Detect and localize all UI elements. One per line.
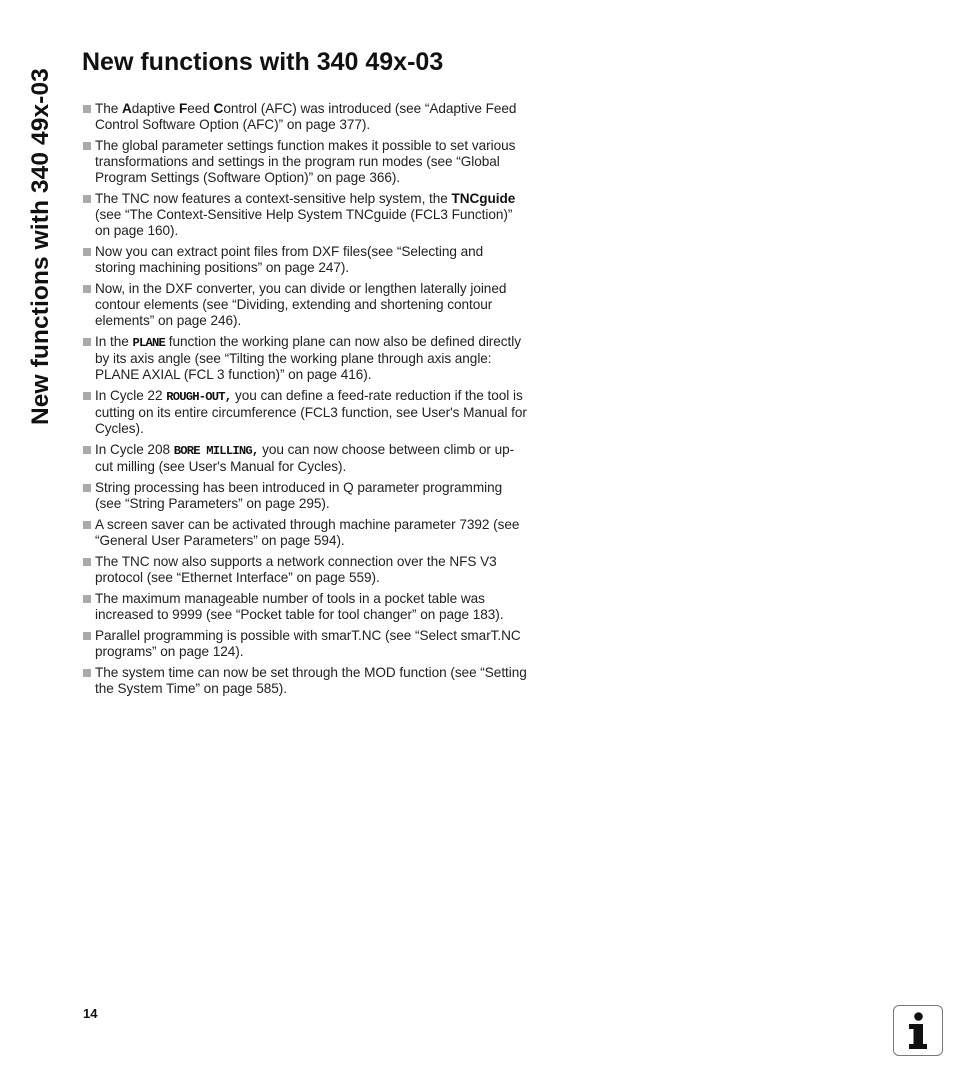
info-glyph-icon xyxy=(894,1006,942,1055)
code-term: BORE MILLING, xyxy=(173,444,259,458)
list-item xyxy=(82,101,527,133)
square-bullet-icon xyxy=(83,392,91,400)
square-bullet-icon xyxy=(83,521,91,529)
item-text: A screen saver can be activated through machine parameter 7392 (see “General User Parameters” on page 594). xyxy=(95,517,520,548)
info-icon xyxy=(893,1005,943,1056)
item-text: In Cycle 208 xyxy=(95,442,174,457)
list-item xyxy=(82,442,527,475)
list-item xyxy=(82,480,527,512)
list-item xyxy=(82,191,527,239)
square-bullet-icon xyxy=(83,595,91,603)
item-text: The global parameter settings function makes it possible to set various transformations and settings in the program run modes (see “Global Program Settings (Software Option)” on page 366). xyxy=(95,138,516,185)
bold-text: F xyxy=(179,101,188,116)
item-text: The xyxy=(95,101,123,116)
item-text: daptive xyxy=(131,101,180,116)
list-item xyxy=(82,281,527,329)
item-text: Now you can extract point files from DXF files(see “Selecting and storing machining positions” on page 247). xyxy=(95,244,484,275)
bold-text: C xyxy=(213,101,224,116)
item-text: ontrol (AFC) was introduced (see “Adaptive Feed Control Software Option (AFC)” on page 377). xyxy=(95,101,517,132)
list-item xyxy=(82,138,527,186)
item-text: (see “The Context-Sensitive Help System TNCguide (FCL3 Function)” on page 160). xyxy=(95,207,513,238)
square-bullet-icon xyxy=(83,195,91,203)
square-bullet-icon xyxy=(83,446,91,454)
item-text: eed xyxy=(187,101,214,116)
item-text: Parallel programming is possible with smarT.NC (see “Select smarT.NC programs” on page 124). xyxy=(95,628,521,659)
bold-text: A xyxy=(122,101,132,116)
list-item xyxy=(82,388,527,437)
item-text: you can now choose between climb or up-cut milling (see User's Manual for Cycles). xyxy=(95,442,515,474)
square-bullet-icon xyxy=(83,338,91,346)
bold-text: TNCguide xyxy=(451,191,516,206)
list-item xyxy=(82,591,527,623)
item-text: The system time can now be set through the MOD function (see “Setting the System Time” on page 585). xyxy=(95,665,527,696)
list-item xyxy=(82,628,527,660)
item-text: The maximum manageable number of tools in a pocket table was increased to 9999 (see “Pocket table for tool changer” on page 183). xyxy=(95,591,504,622)
list-item xyxy=(82,665,527,697)
list-item xyxy=(82,244,527,276)
item-text: Now, in the DXF converter, you can divide or lengthen laterally joined contour elements (see “Dividing, extending and shortening contour elements” on page 246). xyxy=(95,281,507,328)
square-bullet-icon xyxy=(83,105,91,113)
item-text: The TNC now features a context-sensitive help system, the xyxy=(95,191,452,206)
code-term: PLANE xyxy=(132,336,166,350)
item-text: function the working plane can now also be defined directly by its axis angle (see “Tilting the working plane through axis angle: PLANE AXIAL (FCL 3 function)” on page 416). xyxy=(95,334,521,382)
list-item xyxy=(82,517,527,549)
item-text: In the xyxy=(95,334,133,349)
square-bullet-icon xyxy=(83,558,91,566)
item-text: In Cycle 22 xyxy=(95,388,167,403)
square-bullet-icon xyxy=(83,484,91,492)
square-bullet-icon xyxy=(83,285,91,293)
square-bullet-icon xyxy=(83,142,91,150)
page-number: 14 xyxy=(83,1006,98,1021)
code-term: ROUGH-OUT, xyxy=(166,390,232,404)
side-chapter-title: New functions with 340 49x-03 xyxy=(27,68,54,425)
new-functions-list xyxy=(82,101,527,702)
square-bullet-icon xyxy=(83,248,91,256)
page-title: New functions with 340 49x-03 xyxy=(82,48,444,76)
square-bullet-icon xyxy=(83,632,91,640)
item-text: The TNC now also supports a network connection over the NFS V3 protocol (see “Ethernet Interface” on page 559). xyxy=(95,554,497,585)
square-bullet-icon xyxy=(83,669,91,677)
list-item xyxy=(82,334,527,383)
item-text: String processing has been introduced in Q parameter programming (see “String Parameters” on page 295). xyxy=(95,480,503,511)
list-item xyxy=(82,554,527,586)
item-text: you can define a feed-rate reduction if the tool is cutting on its entire circumference (FCL3 function, see User's Manual for Cycles). xyxy=(95,388,527,436)
